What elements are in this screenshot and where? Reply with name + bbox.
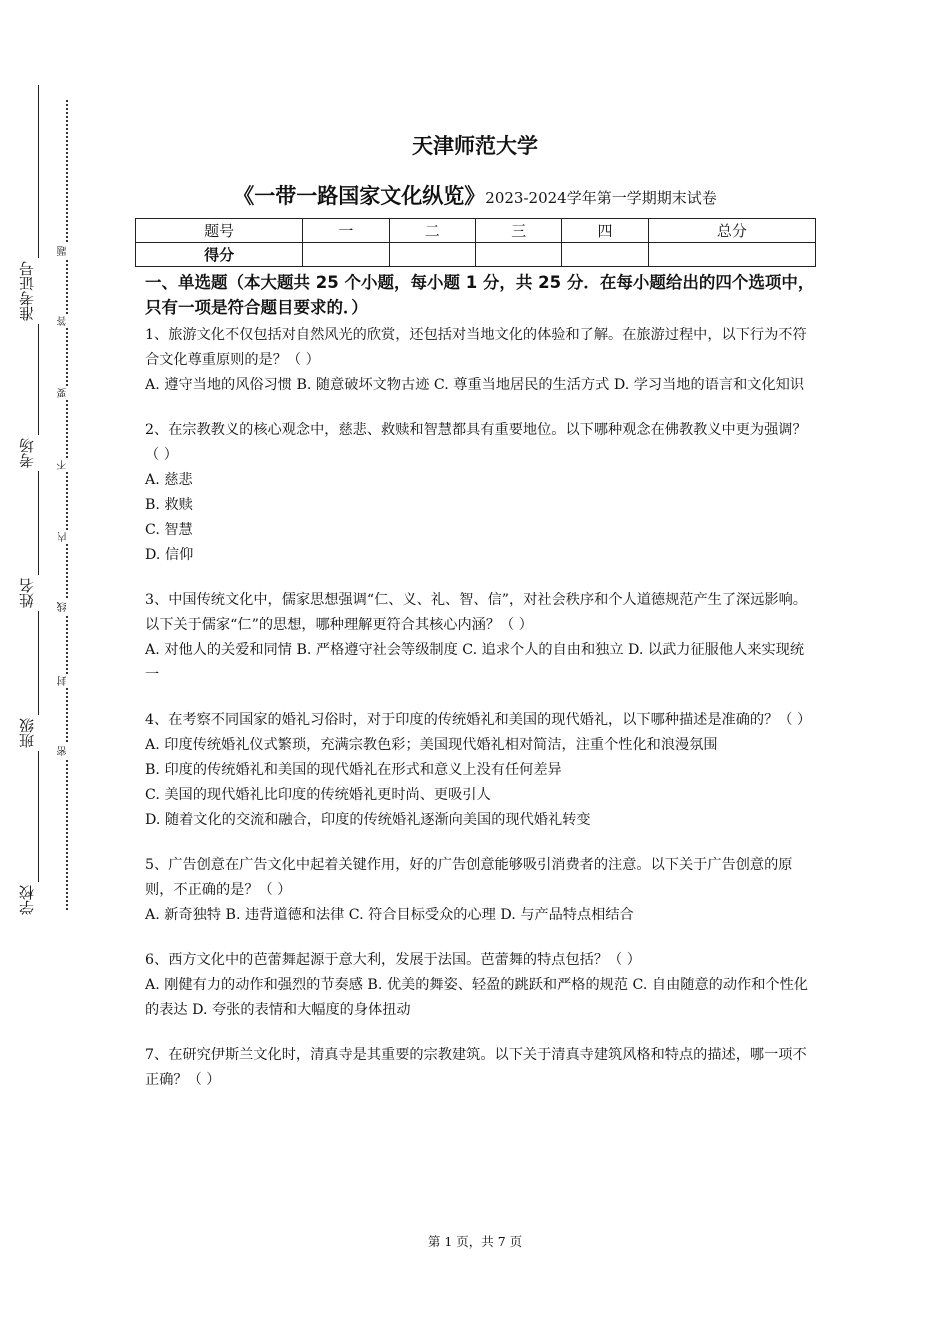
- question-1: [145, 323, 815, 398]
- field-exam-room: 考场: [20, 435, 48, 471]
- question-stem: 1、旅游文化不仅包括对自然风光的欣赏，还包括对当地文化的体验和了解。在旅游过程中，以下行为不符合文化尊重原则的是？（ ）: [145, 327, 807, 368]
- course-name: 《一带一路国家文化纵览》: [233, 184, 486, 208]
- option-a: A. 印度传统婚礼仪式繁琐，充满宗教色彩；美国现代婚礼相对简洁，注重个性化和浪漫氛围: [145, 737, 718, 753]
- seal-char: 内: [59, 530, 75, 544]
- school-name: 天津师范大学: [412, 134, 538, 158]
- field-admission-number: 准考证号: [20, 258, 48, 324]
- seal-line: [66, 100, 68, 910]
- score-header-cell: 一: [303, 219, 389, 243]
- question-stem: 5、广告创意在广告文化中起着关键作用，好的广告创意能够吸引消费者的注意。以下关于广告创意的原则，不正确的是？（ ）: [145, 857, 793, 898]
- question-options: A. 刚健有力的动作和强烈的节奏感 B. 优美的舞姿、轻盈的跳跃和严格的规范 C. 自由随意的动作和个性化的表达 D. 夸张的表情和大幅度的身体扭动: [145, 977, 808, 1018]
- score-header-cell: 三: [475, 219, 561, 243]
- question-stem: 3、中国传统文化中，儒家思想强调“仁、义、礼、智、信”，对社会秩序和个人道德规范产生了深远影响。以下关于儒家“仁”的思想，哪种理解更符合其核心内涵？（ ）: [145, 592, 807, 633]
- option-d: D. 信仰: [145, 547, 194, 563]
- question-4: [145, 708, 815, 833]
- question-stem: 4、在考察不同国家的婚礼习俗时，对于印度的传统婚礼和美国的现代婚礼，以下哪种描述是准确的？（ ）: [145, 712, 812, 728]
- score-cell: [389, 243, 475, 267]
- exam-term: 2023-2024学年第一学期期末试卷: [485, 189, 717, 207]
- seal-char: 封: [59, 674, 75, 688]
- field-class: 班级: [20, 715, 48, 751]
- score-cell: [562, 243, 648, 267]
- seal-char: 不: [59, 458, 75, 472]
- question-3: [145, 588, 815, 688]
- section-title: 一、单选题（本大题共 25 个小题，每小题 1 分，共 25 分．在每小题给出的四个选项中，只有一项是符合题目要求的．）: [145, 273, 815, 317]
- score-row-label: 得分: [136, 243, 303, 267]
- question-2: [145, 418, 815, 568]
- question-options: A. 遵守当地的风俗习惯 B. 随意破坏文物古迹 C. 尊重当地居民的生活方式 D. 学习当地的语言和文化知识: [145, 377, 805, 393]
- option-b: B. 印度的传统婚礼和美国的现代婚礼在形式和意义上没有任何差异: [145, 762, 562, 778]
- exam-title: [0, 180, 950, 210]
- question-options: A. 对他人的关爱和同情 B. 严格遵守社会等级制度 C. 追求个人的自由和独立 D. 以武力征服他人来实现统一: [145, 642, 805, 683]
- question-stem: 6、西方文化中的芭蕾舞起源于意大利，发展于法国。芭蕾舞的特点包括？（ ）: [145, 952, 641, 968]
- score-cell: [475, 243, 561, 267]
- score-header-cell: 总分: [648, 219, 815, 243]
- field-school: 学校: [20, 882, 48, 918]
- field-name: 姓名: [20, 575, 48, 611]
- option-a: A. 慈悲: [145, 472, 193, 488]
- score-cell: [648, 243, 815, 267]
- option-d: D. 随着文化的交流和融合，印度的传统婚礼逐渐向美国的现代婚礼转变: [145, 812, 591, 828]
- score-table: [135, 218, 816, 267]
- score-cell: [303, 243, 389, 267]
- score-header-cell: 二: [389, 219, 475, 243]
- question-stem: 2、在宗教教义的核心观念中，慈悲、救赎和智慧都具有重要地位。以下哪种观念在佛教教义中更为强调？（ ）: [145, 422, 807, 463]
- option-b: B. 救赎: [145, 497, 193, 513]
- seal-char: 答: [59, 314, 75, 328]
- question-7: [145, 1043, 815, 1093]
- seal-char: 密: [59, 744, 75, 758]
- seal-char: 题: [59, 244, 75, 258]
- score-header-cell: 四: [562, 219, 648, 243]
- question-stem: 7、在研究伊斯兰文化时，清真寺是其重要的宗教建筑。以下关于清真寺建筑风格和特点的描述，哪一项不正确？（ ）: [145, 1047, 807, 1088]
- question-options: A. 新奇独特 B. 违背道德和法律 C. 符合目标受众的心理 D. 与产品特点相结合: [145, 907, 634, 923]
- exam-content: [145, 268, 815, 1113]
- option-c: C. 美国的现代婚礼比印度的传统婚礼更时尚、更吸引人: [145, 787, 491, 803]
- seal-char: 线: [59, 600, 75, 614]
- page-number: 第 1 页，共 7 页: [427, 1234, 523, 1249]
- question-5: [145, 853, 815, 928]
- seal-char: 要: [59, 386, 75, 400]
- score-header-cell: 题号: [136, 219, 303, 243]
- question-6: [145, 948, 815, 1023]
- option-c: C. 智慧: [145, 522, 193, 538]
